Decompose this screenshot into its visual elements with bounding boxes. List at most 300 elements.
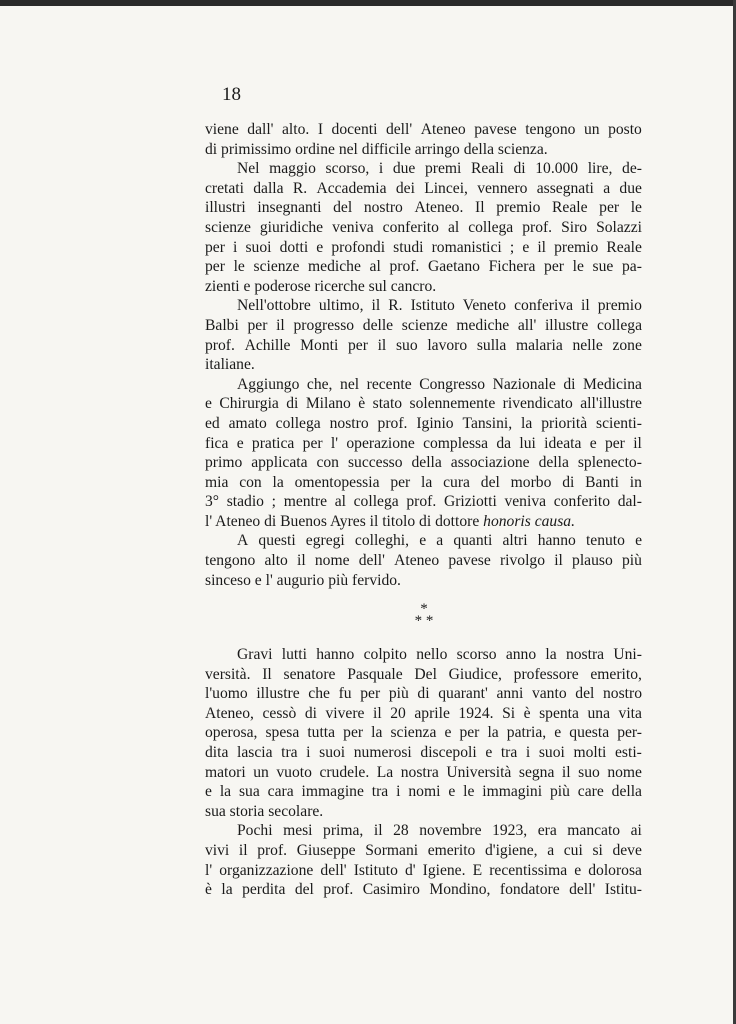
word: Reale xyxy=(552,199,588,217)
word: scienze xyxy=(205,218,251,236)
word: l' xyxy=(330,434,339,452)
word: l' xyxy=(205,861,213,879)
word: e xyxy=(574,861,582,879)
word: tra xyxy=(371,783,389,801)
word: posto xyxy=(608,121,642,138)
word: le xyxy=(572,258,584,276)
word: tra xyxy=(281,743,298,761)
word: giuridiche xyxy=(259,218,324,236)
word: per xyxy=(599,199,620,217)
word: cretati xyxy=(205,179,244,197)
word: collega xyxy=(468,218,514,236)
word: Fichera xyxy=(488,258,536,276)
word: conferiva xyxy=(514,297,573,315)
word: e xyxy=(205,395,212,413)
word: dall' xyxy=(247,121,274,138)
word: dell' xyxy=(569,881,596,899)
word: al xyxy=(334,493,346,511)
word: complessa xyxy=(423,434,489,452)
word: aprile xyxy=(414,704,450,722)
word: il xyxy=(377,336,387,354)
word: nostro xyxy=(603,685,642,703)
line-text: sua storia secolare. xyxy=(205,802,324,820)
word: nostra xyxy=(565,646,605,663)
word: docenti xyxy=(331,121,378,138)
line-text: sinceso e l' augurio più fervido. xyxy=(205,571,401,589)
word: dell' xyxy=(358,552,385,570)
word: Ateneo xyxy=(394,552,440,570)
word: Istituto xyxy=(353,861,398,879)
word: pavese xyxy=(474,121,517,138)
word: il xyxy=(371,297,381,315)
word: primo xyxy=(205,454,243,472)
text-line xyxy=(205,684,642,704)
word: collega xyxy=(353,493,399,511)
word: il xyxy=(238,841,248,859)
word: dell' xyxy=(320,861,347,879)
word: Si xyxy=(502,704,516,722)
word: profondi xyxy=(331,238,386,256)
word: suoi xyxy=(538,743,565,761)
word: di xyxy=(417,685,430,703)
word: recente xyxy=(366,375,412,393)
line-text: di primissimo ordine nel difficile arringo della scienza. xyxy=(205,140,548,158)
text-line xyxy=(205,316,642,336)
word: fondatore xyxy=(499,881,560,899)
word: Mondino, xyxy=(429,881,491,899)
word: mesi xyxy=(283,822,313,840)
word: prima, xyxy=(323,822,364,840)
word: due xyxy=(619,179,642,197)
word: per xyxy=(343,724,364,742)
word: nomi xyxy=(408,783,441,801)
word: La xyxy=(376,763,394,781)
word: che xyxy=(308,685,330,703)
word: Ateneo xyxy=(420,121,466,138)
word: Il xyxy=(475,199,485,217)
word: con xyxy=(239,473,262,491)
text-line xyxy=(205,179,642,199)
word: per- xyxy=(617,724,642,742)
word: Congresso xyxy=(419,375,486,393)
word: organizzazione xyxy=(219,861,314,879)
word: Medicina xyxy=(583,375,642,393)
text-line xyxy=(205,336,642,356)
word: Griziotti xyxy=(443,493,497,511)
word: colleghi, xyxy=(354,532,410,550)
word: per xyxy=(205,258,225,276)
word: quanti xyxy=(453,532,493,550)
word: splenecto- xyxy=(577,454,642,472)
body-text-section-1 xyxy=(205,120,642,590)
word: nostro xyxy=(329,414,369,432)
word: Iginio xyxy=(416,414,454,432)
word: scienti- xyxy=(596,414,642,432)
word: anno xyxy=(505,646,537,663)
word: Nell'ottobre xyxy=(237,297,311,315)
text-line xyxy=(205,531,642,551)
word: pa- xyxy=(621,258,642,276)
word: operazione xyxy=(346,434,415,452)
text-line xyxy=(205,704,642,724)
text-line xyxy=(205,821,642,841)
word: emerito xyxy=(427,841,476,859)
word: cui xyxy=(563,841,583,859)
word: plauso xyxy=(572,552,613,570)
word: il xyxy=(297,552,306,570)
word: i xyxy=(378,160,384,178)
word: Siro xyxy=(561,218,588,236)
word: egregi xyxy=(305,532,345,550)
word: sulla xyxy=(476,336,507,354)
word: i xyxy=(396,783,401,801)
word: è xyxy=(358,395,366,413)
word: Uni- xyxy=(613,646,642,663)
text-line xyxy=(205,782,642,802)
word: da xyxy=(496,434,512,452)
word: premio xyxy=(554,238,599,256)
word: pratica xyxy=(251,434,295,452)
word: della xyxy=(538,454,569,472)
text-line xyxy=(205,198,642,218)
text-line xyxy=(205,120,642,140)
word: mediche xyxy=(308,258,361,276)
word: discepoli xyxy=(420,743,477,761)
word: ed xyxy=(205,414,220,432)
word: più xyxy=(388,685,409,703)
asterism-top-star: * xyxy=(420,601,428,617)
word: più xyxy=(621,552,642,570)
italic-phrase: honoris causa. xyxy=(483,512,575,530)
word: Sormani xyxy=(365,841,419,859)
text-line xyxy=(205,414,642,434)
word: e xyxy=(205,783,212,801)
word: rivendicato xyxy=(502,395,573,413)
word: il xyxy=(561,763,571,781)
word: le xyxy=(630,199,642,217)
word: Accademia xyxy=(316,179,387,197)
word: Igiene. xyxy=(422,861,466,879)
word: Del xyxy=(414,665,437,683)
word: i xyxy=(525,743,531,761)
word: rivolgo xyxy=(499,552,545,570)
word: lavoro xyxy=(427,336,468,354)
word: dalla xyxy=(253,179,284,197)
word: collega xyxy=(596,316,642,334)
text-line xyxy=(205,880,642,900)
word: lire, xyxy=(587,160,613,178)
word: le xyxy=(233,258,245,276)
word: de- xyxy=(622,160,642,178)
word: I xyxy=(317,121,324,138)
word: all' xyxy=(517,316,537,334)
word: delle xyxy=(362,316,394,334)
word: prof. xyxy=(323,881,354,899)
word: 1924. xyxy=(458,704,494,722)
text-line xyxy=(205,492,642,512)
text-line xyxy=(205,723,642,743)
word: premi xyxy=(424,160,462,178)
page-number: 18 xyxy=(222,84,241,105)
text-line xyxy=(205,218,642,238)
word: Ateneo. xyxy=(414,199,464,217)
text-line xyxy=(205,296,642,316)
word: Nazionale xyxy=(492,375,556,393)
word: la xyxy=(371,724,383,742)
word: al xyxy=(369,258,381,276)
word: quarant' xyxy=(438,685,488,703)
word: nostra xyxy=(400,763,439,781)
word: nostro xyxy=(363,199,403,217)
word: zone xyxy=(612,336,642,354)
word: il xyxy=(554,552,563,570)
word: Balbi xyxy=(205,316,239,334)
word: del xyxy=(294,881,314,899)
text-line xyxy=(205,645,642,665)
text-line xyxy=(205,743,642,763)
word: tenuto xyxy=(585,532,625,550)
text-line xyxy=(205,159,642,179)
word: a xyxy=(436,532,444,550)
word: nome xyxy=(607,763,642,781)
word: e xyxy=(485,743,493,761)
word: studi xyxy=(393,238,424,256)
word: 20 xyxy=(390,704,406,722)
word: il xyxy=(633,434,642,452)
word: prof. xyxy=(522,218,553,236)
word: si xyxy=(592,841,603,859)
word: priorità xyxy=(541,414,588,432)
word: scorso xyxy=(456,646,497,663)
word: la xyxy=(487,724,499,742)
word: scorso, xyxy=(325,160,370,178)
word: del xyxy=(575,685,595,703)
word: per xyxy=(205,238,225,256)
word: anni xyxy=(496,685,524,703)
word: tengono xyxy=(205,552,256,570)
word: prof. xyxy=(205,336,235,354)
word: solennemente xyxy=(409,395,496,413)
word: il xyxy=(581,297,590,315)
word: della xyxy=(611,783,642,801)
word: maggio xyxy=(269,160,316,178)
word: prof. xyxy=(389,258,420,276)
word: 1923, xyxy=(492,822,528,840)
word: Banti xyxy=(585,473,619,491)
word: fica xyxy=(205,434,229,452)
word: 3° xyxy=(205,493,220,511)
word: ; xyxy=(271,493,277,511)
word: dotti xyxy=(279,238,309,256)
word: per xyxy=(347,336,368,354)
word: crudele. xyxy=(319,763,370,781)
word: spesa xyxy=(265,724,300,742)
asterism-bottom-stars: * * xyxy=(414,613,434,629)
line-text: italiane. xyxy=(205,356,255,374)
word: lutti xyxy=(281,646,307,663)
word: 28 xyxy=(393,822,409,840)
word: del xyxy=(480,473,500,491)
word: Reali xyxy=(470,160,504,178)
word: un xyxy=(583,121,600,138)
top-border xyxy=(0,0,736,6)
word: romanistici xyxy=(431,238,502,256)
word: morbo xyxy=(510,473,552,491)
word: premio xyxy=(496,199,541,217)
word: lui xyxy=(519,434,536,452)
word: per xyxy=(544,258,564,276)
word: e xyxy=(419,532,427,550)
word: per xyxy=(459,724,480,742)
word: prof. xyxy=(377,414,408,432)
word: Il xyxy=(262,665,272,683)
word: Veneto xyxy=(462,297,507,315)
word: Giudice, xyxy=(448,665,502,683)
word: illustre xyxy=(256,685,300,703)
word: Ateneo, xyxy=(205,704,254,722)
word: una xyxy=(587,704,610,722)
word: il xyxy=(537,238,547,256)
word: mia xyxy=(205,473,229,491)
word: emerito, xyxy=(590,665,642,683)
text-line xyxy=(205,571,642,591)
word: nelle xyxy=(572,336,603,354)
word: ai xyxy=(630,822,642,840)
text-line xyxy=(205,841,642,861)
word: e xyxy=(589,434,597,452)
word: di xyxy=(286,395,299,413)
word: mediche xyxy=(456,316,510,334)
word: suoi xyxy=(319,743,346,761)
word: le xyxy=(463,783,475,801)
text-line xyxy=(205,277,642,297)
word: al xyxy=(447,218,460,236)
word: cessò xyxy=(262,704,297,722)
text-line xyxy=(205,394,642,414)
word: tutta xyxy=(307,724,336,742)
text-line xyxy=(205,355,642,375)
word: R. xyxy=(292,179,308,197)
word: era xyxy=(537,822,557,840)
word: E xyxy=(472,861,483,879)
word: nello xyxy=(416,646,448,663)
word: suo xyxy=(578,763,600,781)
word: Nel xyxy=(237,160,260,178)
word: all'illustre xyxy=(580,395,642,413)
word: nel xyxy=(340,375,360,393)
word: del xyxy=(333,199,353,217)
word: stato xyxy=(372,395,403,413)
word: Monti xyxy=(300,336,339,354)
word: ultimo, xyxy=(318,297,364,315)
word: R. xyxy=(388,297,403,315)
word: questi xyxy=(258,532,296,550)
word: nome xyxy=(314,552,350,570)
word: professore xyxy=(513,665,579,683)
word: veniva xyxy=(504,493,547,511)
word: vivi xyxy=(205,841,230,859)
word: assegnati xyxy=(536,179,594,197)
word: alto xyxy=(264,552,288,570)
word: il xyxy=(373,704,382,722)
word: illustre xyxy=(544,316,589,334)
word: premio xyxy=(597,297,642,315)
word: veniva xyxy=(332,218,374,236)
word: numerosi xyxy=(353,743,412,761)
word: Gaetano xyxy=(428,258,480,276)
word: vennero xyxy=(477,179,528,197)
word: novembre xyxy=(419,822,482,840)
word: dita xyxy=(205,743,229,761)
text-line xyxy=(205,238,642,258)
word: ; xyxy=(509,238,515,256)
word: due xyxy=(392,160,416,178)
word: la xyxy=(545,646,557,663)
word: prof. xyxy=(257,841,288,859)
word: di xyxy=(513,160,526,178)
word: per xyxy=(604,434,625,452)
word: Milano xyxy=(305,395,351,413)
word: immagine xyxy=(301,783,364,801)
word: care xyxy=(577,783,604,801)
word: della xyxy=(411,454,442,472)
word: questa xyxy=(569,724,610,742)
word: deve xyxy=(612,841,642,859)
word: a xyxy=(603,179,611,197)
word: di xyxy=(562,473,575,491)
word: suo xyxy=(395,336,418,354)
word: Aggiungo xyxy=(237,375,300,393)
word: Istitu- xyxy=(604,881,642,899)
word: un xyxy=(253,763,269,781)
word: Lincei, xyxy=(424,179,468,197)
word: altri xyxy=(502,532,528,550)
word: 10.000 xyxy=(535,160,579,178)
text-line xyxy=(205,257,642,277)
word: e xyxy=(316,238,324,256)
word: perdita xyxy=(242,881,286,899)
word: lascia xyxy=(237,743,273,761)
word: sua xyxy=(238,783,260,801)
word: patria, xyxy=(506,724,547,742)
word: in xyxy=(629,473,642,491)
word: e xyxy=(522,238,530,256)
word: di xyxy=(563,375,576,393)
word: versità. xyxy=(205,665,251,683)
word: prof. xyxy=(406,493,437,511)
word: segna xyxy=(518,763,555,781)
word: Pasquale xyxy=(347,665,403,683)
word: associazione xyxy=(450,454,530,472)
word: e xyxy=(444,724,452,742)
word: conferito xyxy=(382,218,439,236)
section-asterism xyxy=(412,603,436,627)
word: spenta xyxy=(539,704,579,722)
word: per xyxy=(360,685,381,703)
word: Chirurgia xyxy=(219,395,279,413)
text-line xyxy=(205,802,642,822)
word: la xyxy=(272,473,284,491)
text-line xyxy=(205,551,642,571)
word: Achille xyxy=(244,336,291,354)
word: è xyxy=(523,704,531,722)
word: Pochi xyxy=(237,822,273,840)
word: matori xyxy=(205,763,246,781)
word: mancato xyxy=(567,822,621,840)
word: dell' xyxy=(385,121,413,138)
word: Giuseppe xyxy=(296,841,356,859)
word: scienze xyxy=(253,258,300,276)
